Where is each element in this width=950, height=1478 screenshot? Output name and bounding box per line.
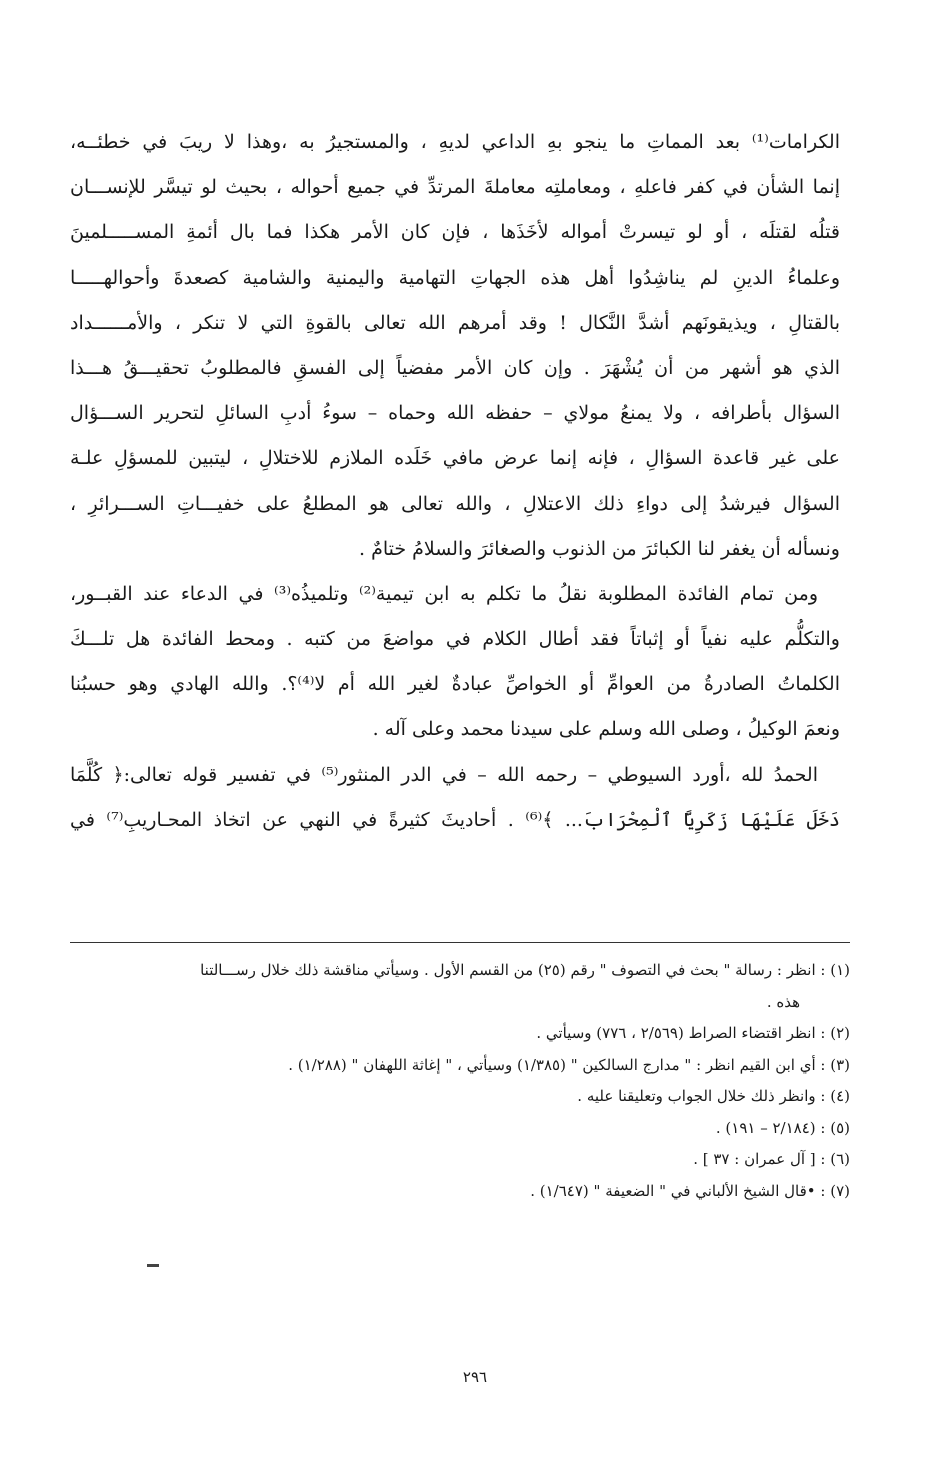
text-line: دَخَلَ عَلَيْهَا زَكَرِيَّا ٱلْمِحْرَابَ... ﴾⁽⁶⁾ . أحاديثَ كثيرةً في النهي عن اتخاذ المحـاريبِ⁽⁷⁾ في	[70, 808, 840, 831]
footnote: (٦) : [ آل عمران : ٣٧ ] .	[693, 1150, 850, 1168]
footnote: (٢) : انظر اقتضاء الصراط (٢/٥٦٩ ، ٧٧٦) وسيأتي .	[536, 1024, 850, 1042]
text-line: الحمدُ لله ،أورد السيوطي – رحمه الله – في الدر المنثور⁽⁵⁾ في تفسير قوله تعالى:﴿ كُلَّمَا	[70, 763, 819, 786]
text-line: وعلماءُ الدينِ لم يناشِدُوا أهل هذه الجهاتِ التهامية واليمنية والشامية كصعدةَ وأحوالهـــــا	[70, 266, 840, 289]
footnote: (٤) : وانظر ذلك خلال الجواب وتعليقنا عليه .	[577, 1087, 850, 1105]
text-line: ونسأله أن يغفر لنا الكبائرَ من الذنوب والصغائرَ والسلامُ ختامٌ .	[358, 537, 840, 560]
text-line: السؤال فيرشدُ إلى دواءِ ذلك الاعتلالِ ، والله تعالى هو المطلعُ على خفيـــاتِ الســـرائرِ ،	[70, 492, 840, 515]
margin-mark	[147, 1264, 159, 1267]
footnote: (٧) : •قال الشيخ الألباني في " الضعيفة " (١/٦٤٧) .	[530, 1181, 850, 1200]
text-line: الكرامات⁽¹⁾ بعد المماتِ ما ينجو بهِ الداعي لديهِ ، والمستجيرُ به ،وهذا لا ريبَ في خطئــه،	[70, 131, 840, 153]
text-line: إنما الشأن في كفر فاعلهِ ، ومعاملتِه معاملةَ المرتدِّ في جميع أحواله ، بحيث لو تيسَّر للإنســـان	[70, 176, 840, 199]
text-line: ونعمَ الوكيلُ ، وصلى الله وسلم على سيدنا محمد وعلى آله .	[372, 718, 840, 741]
text-line: على غير قاعدة السؤالِ ، فإنه إنما عرض مافي خَلَده الملازم للاختلالِ ، ليتبين للمسؤلِ علـة	[70, 447, 840, 470]
main-text	[70, 120, 840, 843]
text-line: ومن تمام الفائدة المطلوبة نقلُ ما تكلم به ابن تيمية⁽²⁾ وتلميذُه⁽³⁾ في الدعاء عند القبــور،	[70, 582, 818, 605]
text-line: بالقتالِ ، ويذيقونَهم أشدَّ النَّكال ! وقد أمرهم الله تعالى بالقوةِ التي لا تنكر ، والأمــــــداد	[70, 311, 840, 334]
text-line: الكلماتُ الصادرةُ من العوامِّ أو الخواصِّ عبادةٌ لغير الله أم لا⁽⁴⁾؟. والله الهادي وهو حسبُنا	[70, 673, 840, 696]
text-line: والتكلُّم عليه نفياً أو إثباتاً فقد أطال الكلام في مواضعَ من كتبه . ومحط الفائدة هل تلـــكَ	[70, 628, 840, 651]
footnote-continuation: هذه .	[766, 992, 800, 1011]
footnote: (٣) : أي ابن القيم انظر : " مدارج السالكين " (١/٣٨٥) وسيأتي ، " إغاثة اللهفان " (١/٢٨٨) .	[288, 1055, 850, 1074]
footnotes	[70, 955, 850, 1207]
footnote-divider	[70, 942, 850, 943]
footnote: (١) : انظر : رسالة " بحث في التصوف " رقم (٢٥) من القسم الأول . وسيأتي مناقشة ذلك خلال رســـالتنا	[200, 961, 850, 979]
page-number: ٢٩٦	[462, 1368, 488, 1386]
text-line: السؤال بأطرافه ، ولا يمنعُ مولاي – حفظه الله وحماه – سوءُ أدبِ السائلِ لتحرير الســـؤال	[70, 402, 840, 425]
text-line: قتلُه لقتلَه ، أو لو تيسرتْ أمواله لأخَذَها ، فإن كان الأمر هكذا فما بال أئمةِ المســـــلمينَ	[70, 221, 840, 244]
footnote: (٥) : (٢/١٨٤ – ١٩١) .	[715, 1118, 850, 1137]
text-line: الذي هو أشهر من أن يُشْهَرَ . وإن كان الأمر مفضياً إلى الفسقِ فالمطلوبُ تحقيـــقُ هـــذا	[70, 356, 840, 379]
